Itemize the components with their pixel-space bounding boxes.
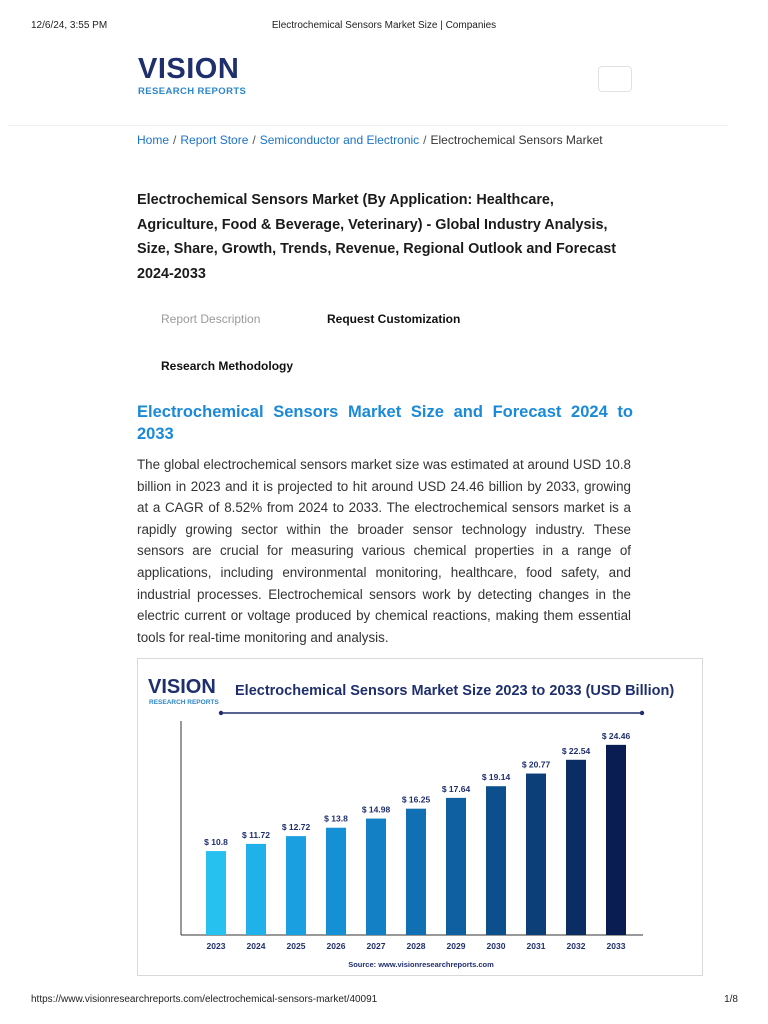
- bar-2032: [566, 760, 586, 935]
- bar-2029: [446, 798, 466, 935]
- logo-word: VISION: [138, 53, 240, 85]
- section-body: The global electrochemical sensors market size was estimated at around USD 10.8 billion in 2023 and it is projected to hit around USD 24.46 billion by 2033, growing at a CAGR of 8.52% from 2024 to 2033. The electrochemical sensors market is a rapidly growing sector within the broader sensor technology industry. These sensors are crucial for measuring various chemical properties in a range of applications, including environmental monitoring, healthcare, food safety, and industrial processes. Electrochemical sensors work by detecting changes in the electric current or voltage produced by chemical reactions, making them essential tools for real-time monitoring and analysis.: [137, 457, 631, 645]
- bar-value-label-2024: $ 11.72: [242, 829, 270, 840]
- bar-2026: [326, 828, 346, 935]
- bar-2025: [286, 836, 306, 935]
- breadcrumb-separator: /: [423, 133, 427, 147]
- x-tick-label-2025: 2025: [286, 941, 306, 951]
- x-tick-label-2033: 2033: [606, 941, 626, 951]
- tab-research-methodology[interactable]: Research Methodology: [161, 359, 294, 373]
- tab-report-description[interactable]: Report Description: [161, 312, 261, 326]
- bar-2033: [606, 745, 626, 935]
- breadcrumb-report-store[interactable]: Report Store: [180, 133, 249, 147]
- x-tick-label-2030: 2030: [486, 941, 506, 951]
- x-tick-label-2027: 2027: [366, 941, 386, 951]
- title-underline-dot-right: [640, 711, 644, 715]
- breadcrumb: [137, 133, 603, 147]
- breadcrumb-separator: /: [173, 133, 177, 147]
- bar-value-label-2033: $ 24.46: [601, 730, 631, 741]
- chart-source: Source: www.visionresearchreports.com: [348, 960, 494, 969]
- site-header: [8, 38, 728, 126]
- print-doc-title: Electrochemical Sensors Market Size | Companies: [271, 20, 497, 31]
- x-tick-label-2032: 2032: [566, 941, 586, 951]
- logo-tagline: RESEARCH REPORTS: [138, 86, 247, 97]
- bar-group: [204, 731, 630, 951]
- bar-2023: [206, 851, 226, 935]
- x-tick-label-2023: 2023: [206, 941, 226, 951]
- bar-value-label-2032: $ 22.54: [561, 745, 591, 756]
- x-tick-label-2029: 2029: [446, 941, 466, 951]
- title-underline-dot-left: [219, 711, 223, 715]
- bar-2030: [486, 786, 506, 935]
- bar-value-label-2031: $ 20.77: [521, 759, 551, 770]
- bar-value-label-2025: $ 12.72: [281, 822, 311, 833]
- x-tick-label-2028: 2028: [406, 941, 426, 951]
- breadcrumb-category[interactable]: Semiconductor and Electronic: [259, 133, 420, 147]
- bar-value-label-2023: $ 10.8: [204, 837, 228, 848]
- chart-svg: [138, 659, 702, 975]
- bar-2024: [246, 844, 266, 935]
- print-url: https://www.visionresearchreports.com/electrochemical-sensors-market/40091: [31, 994, 378, 1005]
- bar-value-label-2027: $ 14.98: [361, 804, 391, 815]
- print-page-number: 1/8: [724, 994, 738, 1005]
- chart-logo-word: VISION: [148, 676, 216, 698]
- bar-2028: [406, 809, 426, 935]
- site-logo[interactable]: [138, 54, 268, 110]
- x-tick-label-2026: 2026: [326, 941, 346, 951]
- section-heading: Electrochemical Sensors Market Size and Forecast 2024 to 2033: [137, 403, 633, 443]
- bar-value-label-2028: $ 16.25: [401, 794, 431, 805]
- bar-2027: [366, 819, 386, 935]
- bar-value-label-2029: $ 17.64: [441, 783, 471, 794]
- breadcrumb-current: Electrochemical Sensors Market: [430, 133, 603, 147]
- bar-2031: [526, 774, 546, 935]
- bar-value-label-2026: $ 13.8: [324, 813, 348, 824]
- menu-toggle-button[interactable]: [598, 66, 632, 92]
- print-datetime: 12/6/24, 3:55 PM: [31, 20, 108, 31]
- page-title: Electrochemical Sensors Market (By Application: Healthcare, Agriculture, Food & Beverage, Veterinary) - Global Industry Analysis, Size, Share, Growth, Trends, Revenue, Regional Outlook and Forecast 2024-2033: [137, 192, 616, 282]
- breadcrumb-separator: /: [252, 133, 256, 147]
- chart-logo-tagline: RESEARCH REPORTS: [149, 699, 219, 706]
- bar-value-label-2030: $ 19.14: [481, 772, 511, 783]
- x-tick-label-2031: 2031: [526, 941, 546, 951]
- tab-request-customization[interactable]: Request Customization: [327, 312, 461, 326]
- breadcrumb-home[interactable]: Home: [137, 133, 170, 147]
- market-size-chart: [137, 658, 703, 976]
- chart-title: Electrochemical Sensors Market Size 2023 to 2033 (USD Billion): [235, 683, 675, 699]
- print-header: [0, 0, 768, 34]
- x-tick-label-2024: 2024: [246, 941, 266, 951]
